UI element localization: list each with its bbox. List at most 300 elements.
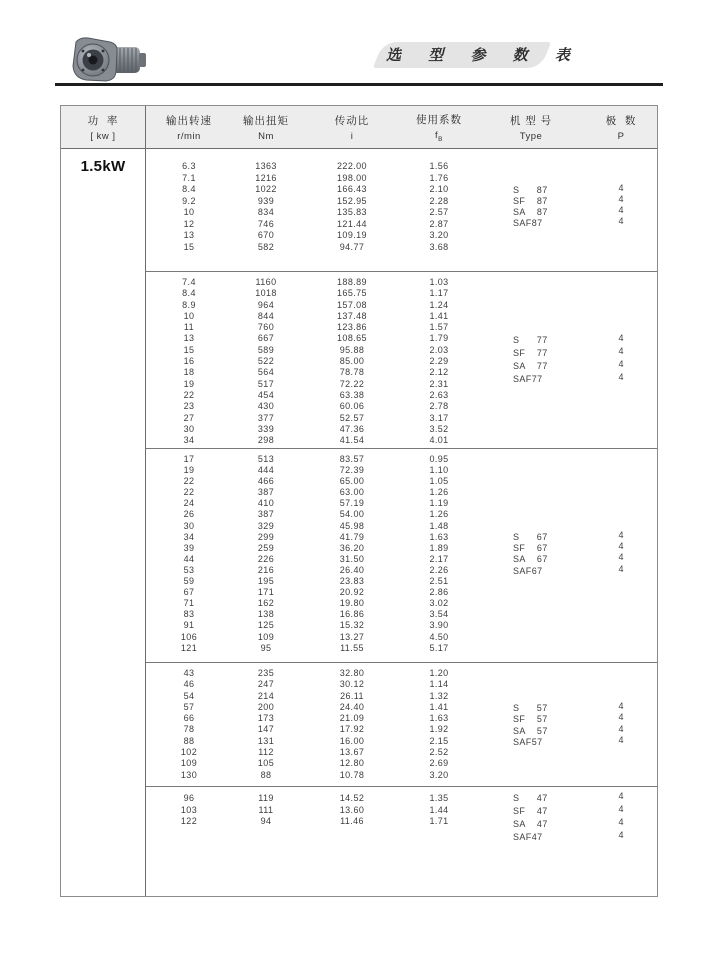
table-row [146, 476, 657, 487]
table-row [146, 288, 657, 299]
type-row [513, 530, 653, 541]
service-factor: 4.01 [429, 435, 449, 446]
ratio: 65.00 [339, 476, 365, 487]
output-torque: 131 [257, 735, 275, 746]
ratio: 72.39 [339, 465, 365, 476]
output-speed: 106 [180, 631, 198, 642]
pole-count: 4 [618, 723, 624, 734]
type-row [513, 358, 653, 371]
service-factor: 1.76 [429, 172, 449, 183]
output-torque: 444 [257, 465, 275, 476]
col-header-speed [146, 106, 232, 148]
ratio: 10.78 [339, 769, 365, 780]
table-row [146, 230, 657, 242]
type-row [513, 541, 653, 552]
ratio: 13.67 [339, 747, 365, 758]
output-torque: 387 [257, 487, 275, 498]
output-speed: 8.4 [182, 288, 196, 299]
col-header-type [474, 106, 588, 148]
model-type: SAF67 [513, 565, 543, 576]
col-header-service-factor [404, 106, 474, 148]
output-speed: 30 [183, 423, 195, 434]
ratio-label: 传动比 [334, 114, 370, 127]
service-factor: 1.17 [429, 288, 449, 299]
output-speed: 13 [183, 230, 195, 240]
ratio: 15.32 [339, 620, 365, 631]
output-speed: 27 [183, 412, 195, 423]
service-factor: 1.32 [429, 690, 449, 701]
row-group [146, 149, 657, 271]
output-speed: 34 [183, 435, 195, 446]
ratio: 23.83 [339, 576, 365, 587]
output-speed: 22 [183, 476, 195, 487]
ratio: 14.52 [339, 793, 365, 803]
output-speed: 30 [183, 520, 195, 531]
table-row [146, 401, 657, 412]
gearmotor-image [66, 34, 150, 86]
output-torque: 162 [257, 598, 275, 609]
service-factor: 4.50 [429, 631, 449, 642]
ratio: 83.57 [339, 454, 365, 464]
output-speed: 23 [183, 401, 195, 412]
output-torque: 216 [257, 564, 275, 575]
output-speed: 19 [183, 465, 195, 476]
output-speed: 67 [183, 587, 195, 598]
type-row [513, 724, 653, 735]
output-speed: 15 [183, 241, 195, 252]
output-speed: 24 [183, 498, 195, 509]
output-torque: 522 [257, 356, 275, 367]
table-row [146, 587, 657, 598]
power-value: 1.5kW [80, 158, 126, 175]
ratio: 63.00 [339, 487, 365, 498]
table-row [146, 161, 657, 173]
output-torque: 95 [260, 642, 272, 653]
output-torque: 247 [257, 679, 275, 690]
service-factor: 1.92 [429, 724, 449, 735]
type-block [513, 183, 653, 227]
table-row [146, 679, 657, 690]
output-torque: 1022 [255, 184, 277, 194]
output-speed: 10 [183, 207, 195, 217]
output-torque: 112 [258, 747, 274, 758]
output-torque: 466 [257, 476, 275, 487]
model-type: SA 47 [513, 819, 548, 829]
service-factor: 1.03 [429, 277, 449, 287]
type-row [513, 345, 653, 358]
type-block [513, 530, 653, 575]
output-torque: 834 [257, 207, 275, 217]
row-group [146, 448, 657, 662]
table-row [146, 277, 657, 288]
type-row [513, 803, 653, 816]
page-title: 选 型 参 数 表 [386, 46, 581, 64]
output-torque: 517 [257, 378, 275, 389]
model-type: S 87 [513, 185, 548, 195]
service-factor: 1.63 [429, 531, 449, 542]
type-block [513, 701, 653, 747]
pole-count: 4 [618, 563, 624, 574]
factor-label: 使用系数 [416, 113, 462, 126]
output-torque: 939 [257, 195, 275, 206]
service-factor: 1.19 [429, 498, 449, 509]
model-type: SF 47 [513, 806, 548, 816]
output-torque: 105 [257, 758, 275, 769]
type-row [513, 790, 653, 803]
ratio: 72.22 [339, 378, 365, 389]
ratio: 85.00 [339, 356, 365, 367]
ratio: 94.77 [339, 241, 365, 252]
ratio: 54.00 [339, 509, 365, 520]
output-torque: 235 [257, 668, 275, 678]
ratio: 26.40 [339, 564, 365, 575]
speed-label: 输出转速 [166, 114, 212, 127]
service-factor: 3.90 [429, 620, 449, 631]
table-row [146, 668, 657, 679]
output-speed: 9.2 [182, 195, 196, 206]
model-type: SAF77 [513, 374, 543, 384]
ratio: 24.40 [339, 701, 365, 712]
table-row [146, 758, 657, 769]
ratio: 26.11 [340, 690, 364, 701]
table-row [146, 424, 657, 435]
output-speed: 16 [183, 356, 195, 367]
output-speed: 96 [183, 793, 195, 803]
type-row [513, 829, 653, 842]
type-label: 机 型 号 [509, 114, 553, 127]
output-speed: 103 [180, 804, 198, 815]
ratio: 137.48 [337, 310, 367, 321]
service-factor: 2.28 [429, 195, 449, 206]
pole-count: 4 [618, 372, 624, 382]
type-unit: Type [519, 130, 543, 142]
output-speed: 6.3 [182, 161, 196, 171]
service-factor: 1.48 [429, 520, 449, 531]
output-speed: 7.4 [182, 277, 196, 287]
pole-count: 4 [618, 346, 624, 356]
output-speed: 59 [183, 576, 195, 587]
output-torque: 226 [257, 553, 275, 564]
output-torque: 844 [257, 310, 275, 321]
output-torque: 214 [257, 690, 275, 701]
output-torque: 454 [257, 389, 275, 400]
model-type: SA 57 [513, 725, 548, 736]
motor-endcap [139, 53, 146, 67]
service-factor: 2.86 [429, 587, 449, 598]
table-row [146, 509, 657, 520]
output-speed: 121 [180, 642, 198, 653]
output-speed: 18 [183, 367, 195, 378]
output-speed: 130 [180, 769, 198, 780]
model-type: SF 57 [513, 714, 548, 725]
power-label: 功 率 [87, 114, 119, 127]
pole-count: 4 [618, 530, 624, 540]
ratio: 32.80 [339, 668, 365, 678]
table-row [146, 435, 657, 446]
output-torque: 1160 [255, 277, 277, 287]
service-factor: 2.69 [429, 758, 449, 769]
table-row [146, 576, 657, 587]
service-factor: 1.57 [429, 322, 449, 333]
service-factor: 2.12 [429, 367, 449, 378]
pole-count: 4 [618, 735, 624, 746]
col-header-power [61, 106, 146, 148]
pole-count: 4 [618, 216, 624, 226]
type-row [513, 332, 653, 345]
model-type: S 67 [513, 532, 548, 542]
table-header [61, 106, 657, 149]
table-row [146, 747, 657, 758]
table-row [146, 487, 657, 498]
ratio: 198.00 [337, 172, 367, 183]
highlight [87, 53, 91, 57]
output-speed: 44 [183, 553, 195, 564]
output-torque: 298 [257, 435, 275, 446]
service-factor: 1.14 [429, 679, 449, 690]
ratio: 11.55 [340, 642, 364, 653]
ratio: 95.88 [339, 344, 365, 355]
col-header-ratio [300, 106, 404, 148]
service-factor: 2.78 [429, 401, 449, 412]
pole-count: 4 [618, 817, 624, 827]
poles-label: 极 数 [605, 114, 637, 127]
ratio: 108.65 [337, 333, 367, 344]
output-torque: 1216 [255, 172, 277, 183]
type-row [513, 552, 653, 563]
service-factor: 3.52 [429, 423, 449, 434]
type-row [513, 205, 653, 216]
output-speed: 71 [183, 598, 195, 609]
output-speed: 39 [183, 542, 195, 553]
service-factor: 1.10 [429, 465, 449, 476]
output-speed: 15 [183, 344, 195, 355]
ratio: 60.06 [339, 401, 365, 412]
output-torque: 582 [257, 241, 275, 252]
pole-count: 4 [618, 183, 624, 193]
service-factor: 2.63 [429, 389, 449, 400]
type-row [513, 816, 653, 829]
model-type: SA 87 [513, 207, 548, 217]
pole-count: 4 [618, 830, 624, 840]
output-speed: 13 [183, 333, 195, 344]
output-torque: 259 [257, 542, 275, 553]
output-speed: 83 [183, 609, 195, 620]
ratio: 16.00 [339, 735, 365, 746]
output-torque: 109 [257, 631, 275, 642]
ratio: 19.80 [339, 598, 365, 609]
ratio: 21.09 [339, 713, 365, 724]
type-block [513, 332, 653, 384]
service-factor: 1.24 [429, 299, 449, 310]
service-factor: 0.95 [429, 454, 449, 464]
type-row [513, 371, 653, 384]
output-torque: 513 [257, 454, 275, 464]
ratio: 166.43 [337, 184, 367, 194]
ratio: 78.78 [339, 367, 365, 378]
table-row [146, 390, 657, 401]
service-factor: 1.44 [429, 804, 449, 815]
table-body [61, 149, 657, 896]
output-speed: 7.1 [182, 172, 196, 183]
output-torque: 173 [257, 713, 275, 724]
output-torque: 88 [260, 769, 272, 780]
table-row [146, 632, 657, 643]
title-badge [373, 42, 581, 68]
output-torque: 1363 [255, 161, 277, 171]
torque-label: 输出扭矩 [243, 114, 289, 127]
table-row [146, 465, 657, 476]
table-row [146, 620, 657, 631]
service-factor: 5.17 [429, 642, 449, 653]
type-row [513, 183, 653, 194]
table-row [146, 311, 657, 322]
ratio: 109.19 [337, 230, 367, 240]
pole-count: 4 [618, 333, 624, 343]
service-factor: 2.87 [429, 218, 449, 229]
service-factor: 2.29 [429, 356, 449, 367]
service-factor: 2.51 [429, 576, 449, 587]
output-speed: 19 [183, 378, 195, 389]
table-row [146, 300, 657, 311]
output-speed: 11 [183, 322, 195, 333]
output-torque: 171 [257, 587, 275, 598]
model-type: SF 67 [513, 543, 548, 554]
table-row [146, 609, 657, 620]
ratio: 11.46 [340, 816, 364, 827]
ratio: 135.83 [337, 207, 367, 217]
output-speed: 8.4 [182, 184, 196, 194]
model-type: SAF57 [513, 737, 543, 748]
output-torque: 147 [257, 724, 275, 735]
type-block [513, 790, 653, 842]
type-row [513, 564, 653, 575]
output-speed: 102 [180, 747, 198, 758]
service-factor: 2.52 [429, 747, 449, 758]
service-factor: 3.20 [429, 230, 449, 240]
service-factor: 3.17 [429, 412, 449, 423]
model-type: SA 67 [513, 554, 548, 565]
table-row [146, 413, 657, 424]
output-speed: 26 [183, 509, 195, 520]
poles-unit: P [617, 130, 625, 142]
model-type: S 77 [513, 335, 548, 345]
table-groups [146, 149, 657, 896]
ratio: 16.86 [339, 609, 365, 620]
ratio: 20.92 [339, 587, 365, 598]
output-speed: 91 [183, 620, 195, 631]
row-group [146, 662, 657, 786]
output-torque: 195 [257, 576, 275, 587]
output-torque: 138 [257, 609, 275, 620]
output-torque: 329 [257, 520, 275, 531]
output-speed: 8.9 [182, 299, 196, 310]
ratio: 165.75 [337, 288, 367, 299]
output-torque: 746 [257, 218, 275, 229]
ratio: 123.86 [337, 322, 367, 333]
service-factor: 1.56 [429, 161, 449, 171]
service-factor: 1.41 [429, 310, 449, 321]
pole-count: 4 [618, 791, 624, 801]
ratio: 41.54 [339, 435, 365, 446]
service-factor: 3.54 [429, 609, 449, 620]
output-shaft [89, 56, 98, 65]
service-factor: 2.31 [429, 378, 449, 389]
type-row [513, 701, 653, 712]
service-factor: 1.05 [429, 476, 449, 487]
pole-count: 4 [618, 359, 624, 369]
model-type: SA 77 [513, 361, 548, 371]
output-torque: 339 [257, 423, 275, 434]
service-factor: 3.20 [429, 769, 449, 780]
gearmotor-photo [66, 34, 150, 86]
power-unit: [ kw ] [90, 130, 116, 142]
output-torque: 1018 [255, 288, 277, 299]
service-factor: 2.26 [429, 564, 449, 575]
output-speed: 22 [183, 487, 195, 498]
ratio: 63.38 [339, 389, 365, 400]
output-torque: 377 [257, 412, 275, 423]
output-speed: 122 [180, 816, 198, 827]
ratio: 52.57 [339, 412, 365, 423]
output-speed: 34 [183, 531, 195, 542]
output-torque: 760 [257, 322, 275, 333]
table-row [146, 770, 657, 781]
output-speed: 22 [183, 389, 195, 400]
output-speed: 88 [183, 735, 195, 746]
ratio: 157.08 [337, 299, 367, 310]
service-factor: 1.71 [429, 816, 449, 827]
output-torque: 111 [258, 804, 274, 815]
output-torque: 200 [257, 701, 275, 712]
pole-count: 4 [618, 804, 624, 814]
output-torque: 964 [257, 299, 275, 310]
model-type: SAF87 [513, 218, 543, 228]
service-factor: 2.10 [429, 184, 449, 194]
service-factor: 2.17 [429, 553, 449, 564]
output-torque: 410 [257, 498, 275, 509]
service-factor: 2.57 [429, 207, 449, 217]
pole-count: 4 [618, 712, 624, 723]
ratio: 31.50 [339, 553, 365, 564]
ratio: 36.20 [339, 542, 365, 553]
service-factor: 2.03 [429, 344, 449, 355]
table-row [146, 643, 657, 654]
pole-count: 4 [618, 205, 624, 215]
power-column [61, 149, 146, 896]
speed-unit: r/min [177, 130, 201, 142]
output-torque: 667 [257, 333, 275, 344]
output-speed: 17 [183, 454, 195, 464]
output-torque: 589 [257, 344, 275, 355]
output-speed: 43 [183, 668, 195, 678]
row-group [146, 786, 657, 896]
type-row [513, 216, 653, 227]
model-type: SAF47 [513, 832, 543, 842]
output-speed: 109 [180, 758, 198, 769]
pole-count: 4 [618, 541, 624, 552]
service-factor: 2.15 [429, 735, 449, 746]
ratio: 12.80 [339, 758, 365, 769]
output-speed: 10 [183, 310, 195, 321]
col-header-poles [588, 106, 654, 148]
factor-unit: $f_B$ [435, 129, 443, 143]
model-type: SF 77 [513, 348, 548, 358]
table-row [146, 242, 657, 254]
ratio: 47.36 [339, 423, 365, 434]
output-speed: 53 [183, 564, 195, 575]
ratio: 17.92 [339, 724, 365, 735]
selection-table [60, 105, 658, 897]
